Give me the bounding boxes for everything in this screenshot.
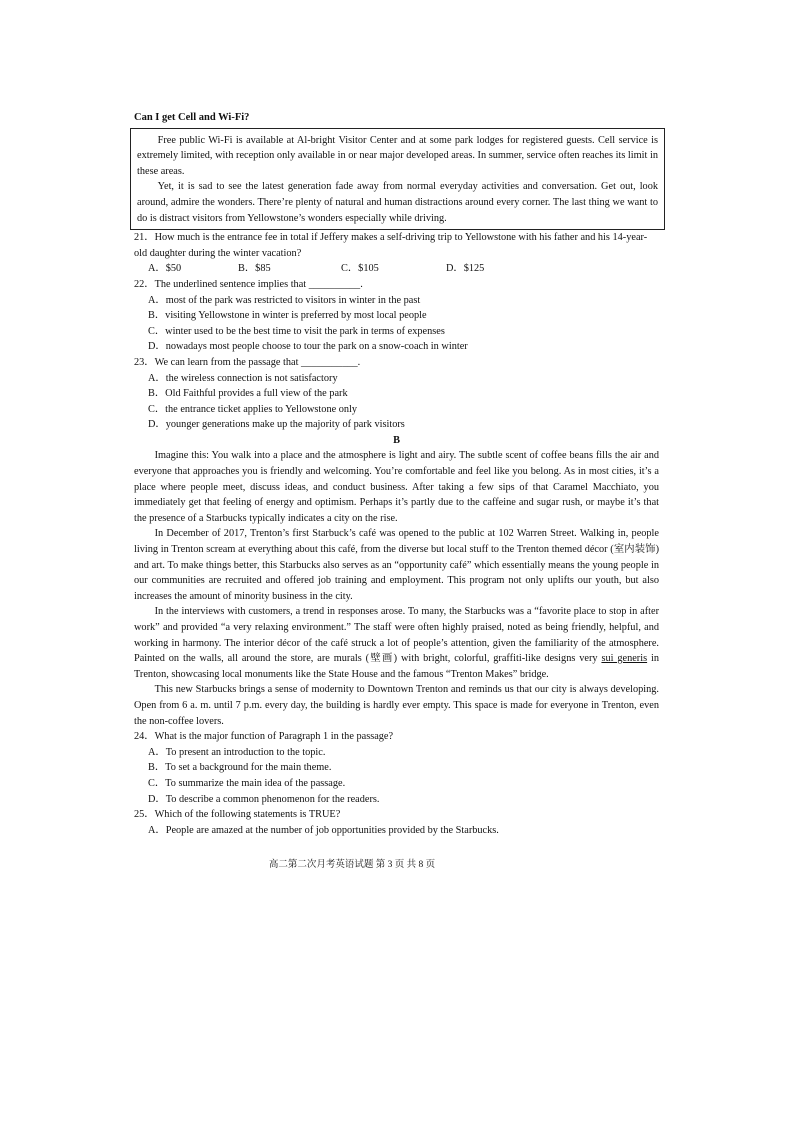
page-footer: 高二第二次月考英语试题 第 3 页 共 8 页 (268, 860, 436, 870)
option-24-c: C．To summarize the main idea of the passage. (148, 777, 346, 789)
paragraph-3-text-before: In the interviews with customers, a trend in responses arose. To many, the Starbucks was a “favorite place to stop in after work” and provided “a very relaxing environment.” The staff were often highly praised, noted as being friendly, helpful, and working in harmony. The interior décor of the café struck a lot of people’s attention, given the familiarity of the atmosphere. Painted on the walls, all around the store, are murals (壁画) with bright, colorful, graffiti-like designs very (134, 606, 659, 665)
option-21-d: D．$125 (446, 263, 485, 275)
question-23-stem: 23．We can learn from the passage that ___________. (134, 356, 361, 368)
option-24-b: B．To set a background for the main theme. (148, 762, 332, 774)
option-22-c: C．winter used to be the best time to visit the park in terms of expenses (148, 325, 445, 337)
option-22-a: A．most of the park was restricted to visitors in winter in the past (148, 294, 421, 306)
option-24-a: A．To present an introduction to the topic. (148, 746, 326, 758)
option-23-b: B．Old Faithful provides a full view of the park (148, 388, 348, 400)
info-paragraph-2: Yet, it is sad to see the latest generation fade away from normal everyday activities and conversation. Get out, look around, admire the wonders. There’re plenty of natural and human distractions around every corner. The last thing we want to do is distract visitors from Yellowstone’s wonders especially while driving. (137, 181, 658, 224)
passage-b-paragraph-3 (134, 604, 659, 682)
option-23-c: C．the entrance ticket applies to Yellowstone only (148, 403, 358, 415)
passage-b-paragraph-4: This new Starbucks brings a sense of modernity to Downtown Trenton and reminds us that our city is always developing. Open from 6 a. m. until 7 p.m. every day, the building is hardly ever empty. This space is made for everyone in Trenton, even the non-coffee lovers. (134, 684, 659, 727)
option-25-a: A．People are amazed at the number of job opportunities provided by the Starbucks. (148, 824, 499, 836)
question-21-options (134, 261, 659, 277)
option-21-c: C．$105 (341, 263, 379, 275)
exam-page (134, 110, 659, 838)
option-23-a: A．the wireless connection is not satisfactory (148, 372, 338, 384)
question-22-stem: 22．The underlined sentence implies that __________. (134, 278, 363, 290)
question-24-stem: 24．What is the major function of Paragraph 1 in the passage? (134, 731, 394, 743)
info-paragraph-1: Free public Wi-Fi is available at Al-bright Visitor Center and at some park lodges for registered guests. Cell service is extremely limited, with reception only available in or near major developed areas. In summer, service often reaches its limit in these areas. (137, 134, 658, 177)
info-box (130, 128, 665, 231)
passage-b-paragraph-2: In December of 2017, Trenton’s first Starbuck’s café was opened to the public at 102 Warren Street. Walking in, people living in Trenton scream at everything about this café, from the diverse but local stuff to the Trenton themed décor (室内装饰) and art. To make things better, this Starbucks also serves as an “opportunity café” which essentially means the young people in our communities are recruited and offered job training and employment. This program not only uplifts our youth, but also increases the amount of minority business in the city. (134, 528, 659, 602)
paragraph-3-text-after: in Trenton, showcasing local monuments like the State House and the famous “Trenton Makes” bridge. (134, 653, 659, 680)
option-21-b: B．$85 (238, 263, 271, 275)
passage-b-paragraph-1: Imagine this: You walk into a place and the atmosphere is light and airy. The subtle scent of coffee beans fills the air and everyone that approaches you is friendly and welcoming. You’re comfortable and feel like you belong. As in most cities, it’s a place where people meet, discuss ideas, and conduct business. After taking a few sips of that Caramel Macchiato, you immediately get that feeling of energy and optimism. Perhaps it’s partly due to the caffeine and sugar rush, or maybe it’s that the presence of a Starbucks typically indicates a city on the rise. (134, 450, 659, 524)
section-heading: Can I get Cell and Wi-Fi? (134, 112, 250, 123)
section-b-title: B (393, 434, 400, 446)
option-22-b: B．visiting Yellowstone in winter is preferred by most local people (148, 310, 427, 322)
option-24-d: D．To describe a common phenomenon for the readers. (148, 793, 380, 805)
question-21-stem: 21．How much is the entrance fee in total if Jeffery makes a self-driving trip to Yellowstone with his father and his 14-year-old daughter during the winter vacation? (134, 232, 648, 259)
option-23-d: D．younger generations make up the majority of park visitors (148, 419, 405, 431)
underlined-term: sui generis (601, 653, 648, 665)
option-22-d: D．nowadays most people choose to tour the park on a snow-coach in winter (148, 341, 468, 353)
question-25-stem: 25．Which of the following statements is TRUE? (134, 809, 341, 821)
option-21-a: A．$50 (148, 263, 182, 275)
